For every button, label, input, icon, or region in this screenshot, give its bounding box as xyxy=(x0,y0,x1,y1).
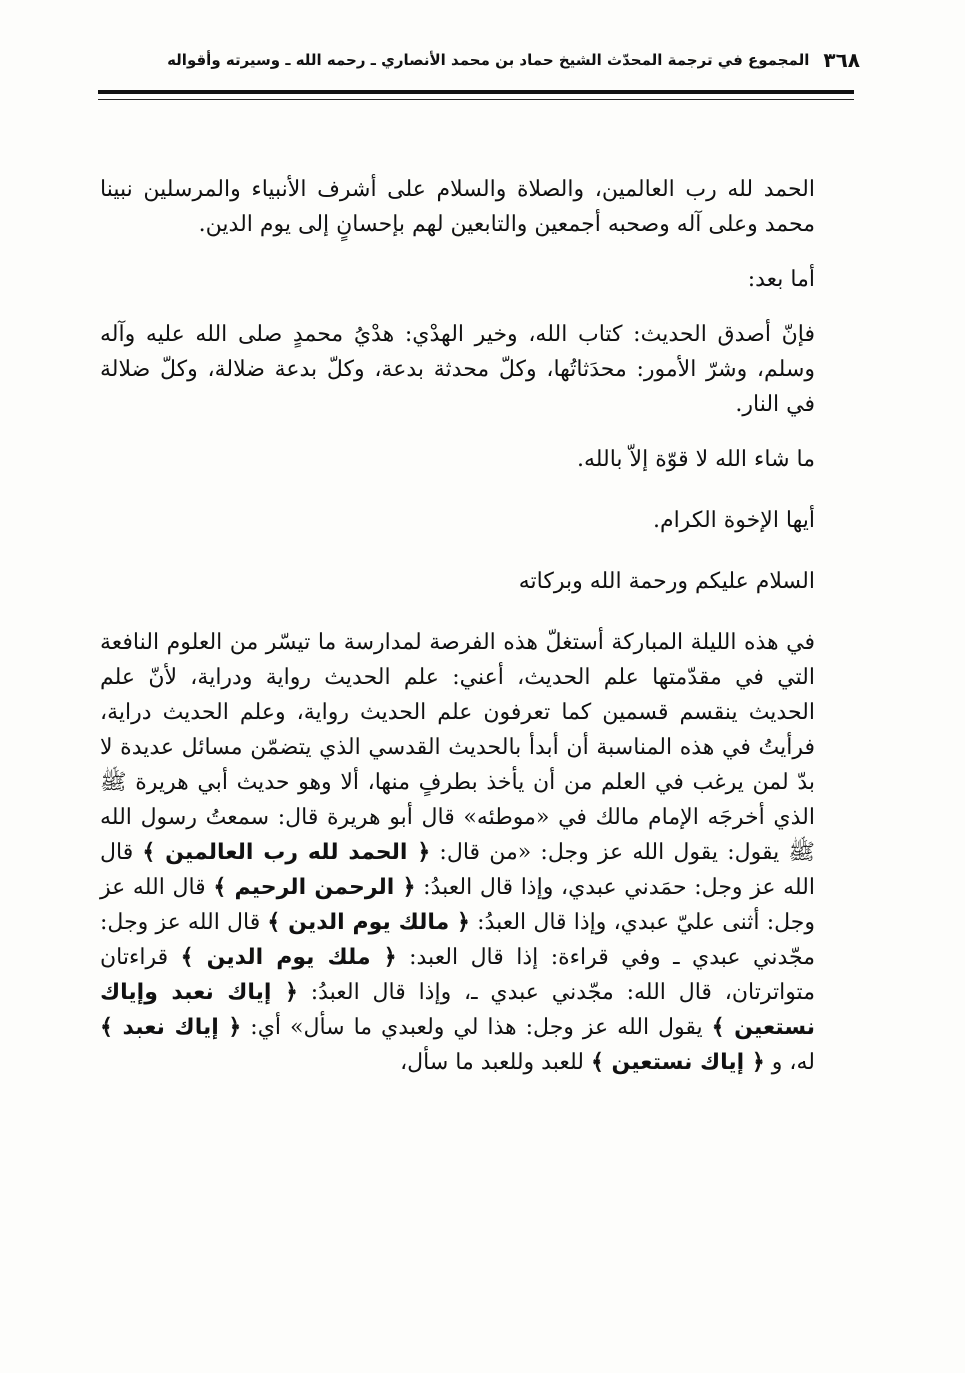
main-text xyxy=(100,172,815,1100)
hadith-text-part: للعبد وللعبد ما سأل، xyxy=(400,1050,584,1075)
header-rule-thin xyxy=(98,99,854,100)
paragraph-khutbah: فإنّ أصدق الحديث: كتاب الله، وخير الهدْي: هدْيُ محمدٍ صلى الله عليه وآله وسلم، وشرّ الأمور: محدَثاتُها، وكلّ محدثة بدعة، وكلّ بدعة ضلالة، وكلّ ضلالة في النار. xyxy=(100,322,815,417)
quran-verse: ﴿ الرحمن الرحيم ﴾ xyxy=(213,875,416,900)
quran-verse: ﴿ إياك نستعين ﴾ xyxy=(590,1050,765,1075)
paragraph-praise: الحمد لله رب العالمين، والصلاة والسلام على أشرف الأنبياء والمرسلين نبينا محمد وعلى آله وصحبه أجمعين والتابعين لهم بإحسانٍ إلى يوم الدين. xyxy=(100,177,815,237)
running-title: المجموع في ترجمة المحدّث الشيخ حماد بن محمد الأنصاري ـ رحمه الله ـ وسيرته وأقواله xyxy=(167,51,810,69)
running-header xyxy=(167,40,860,80)
paragraph-greeting-brothers: أيها الإخوة الكرام. xyxy=(652,508,815,533)
quran-verse: ﴿ إياك نعبد ﴾ xyxy=(100,1015,242,1040)
paragraph-salam: السلام عليكم ورحمة الله وبركاته xyxy=(518,569,815,594)
hadith-text-part: قال الله عز وجل: مجّدني عبدي ـ وفي قراءة: إذا قال العبد: xyxy=(100,910,815,970)
quran-verse: ﴿ الحمد لله رب العالمين ﴾ xyxy=(142,840,431,865)
quran-verse: ﴿ مالك يوم الدين ﴾ xyxy=(267,910,470,935)
page-number: ٣٦٨ xyxy=(823,48,860,72)
hadith-text-part: قراءتان متواترتان، قال الله: مجّدني عبدي ـ، وإذا قال العبدُ: xyxy=(100,945,815,1005)
quran-verse: ﴿ ملك يوم الدين ﴾ xyxy=(180,945,397,970)
hadith-text-part: يقول الله عز وجل: هذا لي ولعبدي ما سأل» أي: xyxy=(250,1015,703,1040)
paragraph-mashallah: ما شاء الله لا قوّة إلاّ بالله. xyxy=(576,447,815,472)
hadith-text-part: له، و xyxy=(771,1050,815,1075)
quran-verse: ﴿ إياك نعبد وإياك نستعين ﴾ xyxy=(100,980,815,1040)
hadith-text-part: قال الله عز وجل: حمَدني عبدي، وإذا قال العبدُ: xyxy=(100,840,815,900)
header-rule-thick xyxy=(98,90,854,94)
paragraph-amma-baad: أما بعد: xyxy=(747,267,815,292)
hadith-text-part: قال الله عز وجل: أثنى عليّ عبدي، وإذا قال العبدُ: xyxy=(100,875,815,935)
hadith-text-part: في هذه الليلة المباركة أستغلّ هذه الفرصة لمدارسة ما تيسّر من العلوم النافعة التي في مقدّمتها علم الحديث، أعني: علم الحديث رواية ودراية، لأنّ علم الحديث ينقسم قسمين كما تعرفون علم الحديث رواية، وعلم الحديث دراية، فرأيتُ في هذه المناسبة أن أبدأ بالحديث القدسي الذي يتضمّن مسائل عديدة لا بدّ لمن يرغب في العلم من أن يأخذ بطرفٍ منها، ألا وهو حديث أبي هريرة ﷺ الذي أخرجَه الإمام مالك في «موطئه» قال أبو هريرة قال: سمعتُ رسول الله ﷺ يقول: يقول الله عز وجل: «من قال: xyxy=(100,630,815,865)
paragraph-hadith xyxy=(100,625,815,1080)
